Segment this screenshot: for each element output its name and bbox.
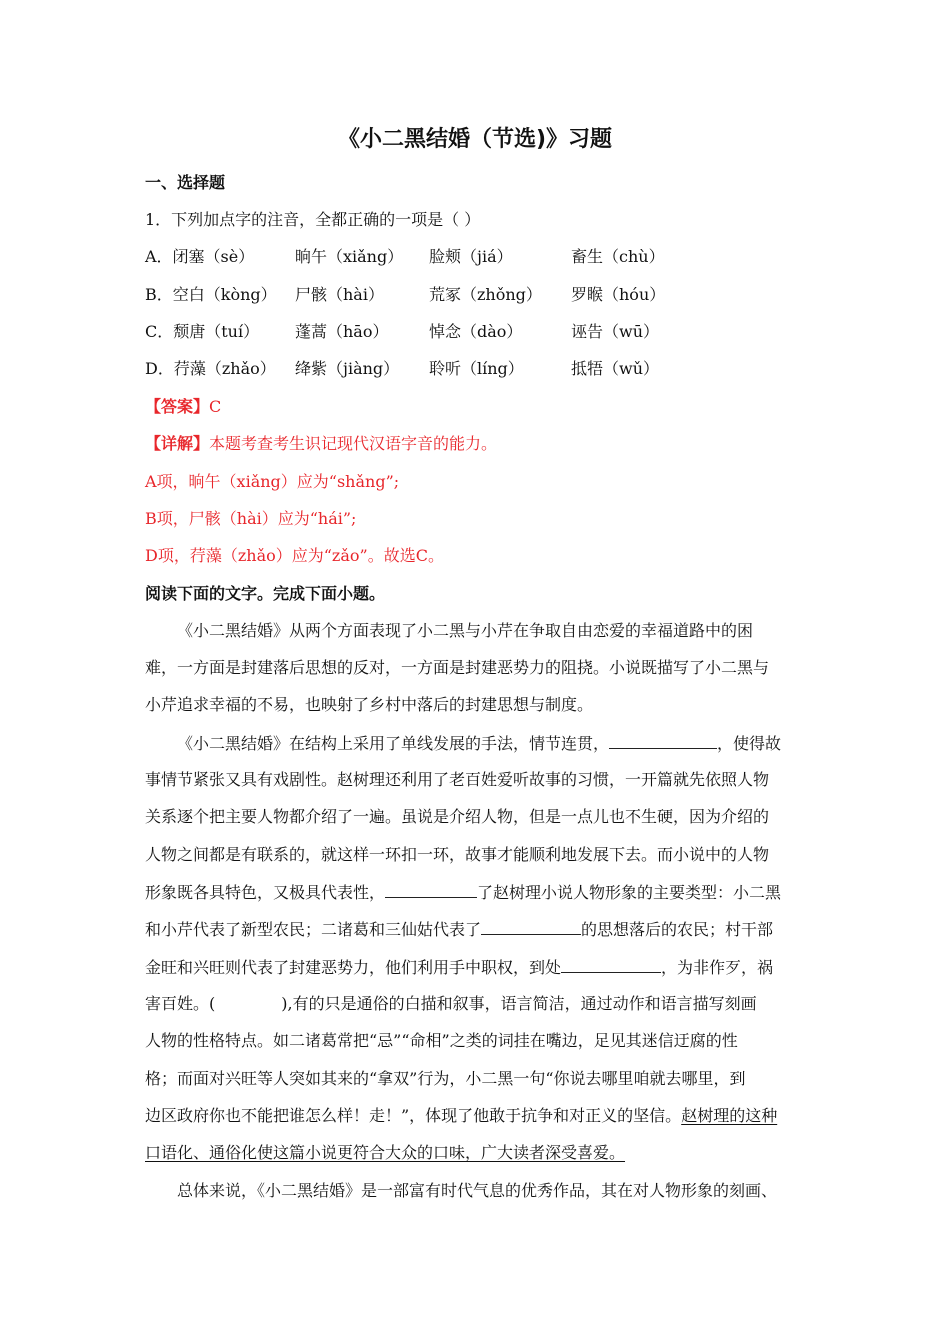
- passage-line: 难，一方面是封建落后思想的反对，一方面是封建恶势力的阻挠。小说既描写了小二黑与: [145, 658, 770, 677]
- answer-value: C: [209, 397, 222, 416]
- detail-text: 本题考查考生识记现代汉语字音的能力。: [209, 434, 498, 453]
- explain-line: B项，尸骸（hài）应为“hái”;: [145, 509, 357, 528]
- option-item: 荒冢（zhǒng）: [429, 285, 542, 304]
- passage-text: 的思想落后的农民；村干部: [581, 920, 774, 939]
- passage-text: 《小二黑结婚》在结构上采用了单线发展的手法，情节连贯，: [177, 734, 610, 753]
- option-item: 尸骸（hài）: [295, 285, 384, 304]
- fill-blank: [385, 881, 477, 898]
- option-item: 脸颊（jiá）: [429, 247, 513, 266]
- passage-line: 人物之间都是有联系的，就这样一环扣一环，故事才能顺利地发展下去。而小说中的人物: [145, 845, 770, 864]
- explain-line: D项，荇藻（zhǎo）应为“zǎo”。故选C。: [145, 546, 444, 565]
- passage-line: [145, 956, 773, 979]
- passage-text: ，使得故: [717, 734, 782, 753]
- passage-text: 边区政府你也不能把谁怎么样！走！”，体现了他敢于抗争和对正义的坚信。: [145, 1106, 682, 1125]
- passage-text: 害百姓。(: [145, 994, 216, 1013]
- passage-line: 小芹追求幸福的不易，也映射了乡村中落后的封建思想与制度。: [145, 695, 594, 714]
- option-item: 罗睺（hóu）: [571, 285, 666, 304]
- passage-line: 《小二黑结婚》从两个方面表现了小二黑与小芹在争取自由恋爱的幸福道路中的困: [177, 621, 754, 640]
- reading-prompt: 阅读下面的文字。完成下面小题。: [145, 584, 386, 603]
- question-stem: 1．下列加点字的注音，全都正确的一项是（ ）: [145, 210, 481, 229]
- option-item: 悼念（dào）: [429, 322, 523, 341]
- option-item: 抵牾（wǔ）: [571, 359, 660, 378]
- passage-text: 形象既各具特色，又极具代表性，: [145, 883, 386, 902]
- option-item: 晌午（xiǎng）: [295, 247, 404, 266]
- option-item: 蓬蒿（hāo）: [295, 322, 389, 341]
- underlined-sentence: 赵树理的这种: [681, 1106, 778, 1125]
- passage-line: [145, 993, 757, 1015]
- passage-line: 格；而面对兴旺等人突如其来的“拿双”行为，小二黑一句“你说去哪里咱就去哪里，到: [145, 1069, 746, 1088]
- option-item: D．荇藻（zhǎo）: [145, 359, 276, 378]
- option-item: 绛紫（jiàng）: [295, 359, 400, 378]
- passage-text: 金旺和兴旺则代表了封建恶势力，他们利用手中职权，到处: [145, 958, 562, 977]
- passage-line: [177, 732, 781, 755]
- passage-line: 人物的性格特点。如二诸葛常把“忌”“命相”之类的词挂在嘴边，足见其迷信迂腐的性: [145, 1031, 738, 1050]
- page-title: 《小二黑结婚（节选)》习题: [337, 127, 613, 152]
- detail-line: [145, 433, 497, 455]
- passage-line: 总体来说，《小二黑结婚》是一部富有时代气息的优秀作品，其在对人物形象的刻画、: [177, 1181, 778, 1200]
- underlined-sentence: 口语化、通俗化使这篇小说更符合大众的口味，广大读者深受喜爱。: [145, 1143, 626, 1162]
- option-item: 诬告（wū）: [571, 322, 660, 341]
- passage-line: [145, 881, 781, 904]
- passage-text: 和小芹代表了新型农民；二诸葛和三仙姑代表了: [145, 920, 482, 939]
- answer-tag: 【答案】: [145, 397, 210, 416]
- passage-text: ，为非作歹，祸: [661, 958, 774, 977]
- answer-line: [145, 396, 221, 418]
- option-item: 畜生（chù）: [571, 247, 665, 266]
- explain-line: A项，晌午（xiǎng）应为“shǎng”;: [145, 472, 400, 491]
- option-item: B．空白（kòng）: [145, 285, 277, 304]
- option-item: C．颓唐（tuí）: [145, 322, 260, 341]
- fill-blank: [481, 918, 581, 935]
- option-item: 聆听（líng）: [429, 359, 524, 378]
- section-heading: 一、选择题: [145, 173, 226, 192]
- passage-line: 事情节紧张又具有戏剧性。赵树理还利用了老百姓爱听故事的习惯，一开篇就先依照人物: [145, 770, 770, 789]
- passage-text: ),有的只是通俗的白描和叙事，语言简洁，通过动作和语言描写刻画: [281, 994, 757, 1013]
- detail-tag: 【详解】: [145, 434, 210, 453]
- option-item: A．闭塞（sè）: [145, 247, 255, 266]
- fill-blank: [561, 956, 661, 973]
- passage-line: [145, 918, 773, 941]
- passage-line: [145, 1105, 777, 1127]
- passage-line: 关系逐个把主要人物都介绍了一遍。虽说是介绍人物，但是一点儿也不生硬，因为介绍的: [145, 807, 770, 826]
- fill-blank: [609, 732, 717, 749]
- passage-text: 了赵树理小说人物形象的主要类型：小二黑: [477, 883, 782, 902]
